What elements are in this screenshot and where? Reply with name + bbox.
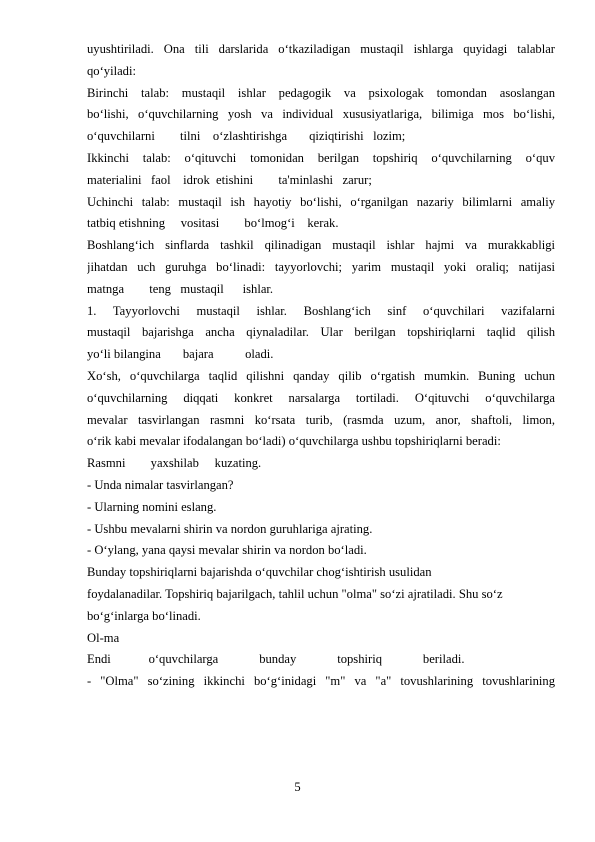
text-line: Rasmni yaxshilab kuzating. (87, 456, 262, 471)
text-line: uyushtiriladi. Ona tili darslarida oʻtkaziladigan mustaqil ishlarga quyidagi talablar (87, 42, 555, 56)
text-line: - Unda nimalar tasvirlangan? (87, 477, 234, 492)
text-line: boʻlishi, oʻquvchilarning yosh va individual xususiyatlariga, bilimiga mos boʻlishi, (87, 107, 555, 122)
text-line: Uchinchi talab: mustaqil ish hayotiy boʻlishi, oʻrganilgan nazariy bilimlarni amaliy (87, 194, 555, 209)
text-line: oʻrik kabi mevalar ifodalangan boʻladi) oʻquvchilarga ushbu topshiriqlarni beradi: (87, 434, 501, 449)
text-line: - Ushbu mevalarni shirin va nordon guruhlariga ajrating. (87, 521, 373, 536)
text-line: - Ularning nomini eslang. (87, 499, 217, 514)
document-body (87, 39, 555, 693)
text-line: Xoʻsh, oʻquvchilarga taqlid qilishni qanday qilib oʻrgatish mumkin. Buning uchun (87, 368, 555, 383)
text-line: Endi oʻquvchilarga bunday topshiriq beriladi. (87, 652, 465, 667)
text-line: - "Olma" soʻzining ikkinchi boʻgʻinidagi "m" va "a" tovushlarining tovushlarining (87, 674, 555, 689)
text-line: oʻquvchilarni tilni oʻzlashtirishga qiziqtirishi lozim; (87, 129, 406, 144)
text-line: jihatdan uch guruhga boʻlinadi: tayyorlovchi; yarim mustaqil yoki oraliq; natijasi (87, 259, 555, 274)
text-line: oʻquvchilarning diqqati konkret narsalarga tortiladi. Oʻqituvchi oʻquvchilarga (87, 390, 555, 405)
text-line: materialini faol idrok etishini ta'minlashi zarur; (87, 172, 372, 187)
text-line: 1. Tayyorlovchi mustaqil ishlar. Boshlangʻich sinf oʻquvchilari vazifalarni (87, 303, 555, 318)
text-line: qoʻyiladi: (87, 63, 136, 78)
page-number: 5 (294, 780, 301, 794)
text-line: yoʻli bilangina bajara oladi. (87, 347, 274, 362)
text-line: mustaqil bajarishga ancha qiynaladilar. Ular berilgan topshiriqlarni taqlid qilish (87, 325, 555, 340)
text-line: Ikkinchi talab: oʻqituvchi tomonidan berilgan topshiriq oʻquvchilarning oʻquv (87, 150, 555, 165)
text-line: - Oʻylang, yana qaysi mevalar shirin va nordon boʻladi. (87, 543, 367, 558)
text-line: boʻgʻinlarga boʻlinadi. (87, 608, 201, 623)
text-line: foydalanadilar. Topshiriq bajarilgach, tahlil uchun "olma" soʻzi ajratiladi. Shu soʻz (87, 586, 503, 601)
text-line: tatbiq etishning vositasi boʻlmogʻi kerak. (87, 216, 339, 231)
text-line: Boshlangʻich sinflarda tashkil qilinadigan mustaqil ishlar hajmi va murakkabligi (87, 238, 555, 253)
text-line: mevalar tasvirlangan rasmni koʻrsata turib, (rasmda uzum, anor, shaftoli, limon, (87, 412, 555, 427)
text-line: Birinchi talab: mustaqil ishlar pedagogik va psixologak tomondan asoslangan (87, 85, 555, 100)
text-line: Bunday topshiriqlarni bajarishda oʻquvchilar chogʻishtirish usulidan (87, 565, 432, 580)
text-line: Ol-ma (87, 630, 120, 645)
text-line: matnga teng mustaqil ishlar. (87, 281, 274, 296)
